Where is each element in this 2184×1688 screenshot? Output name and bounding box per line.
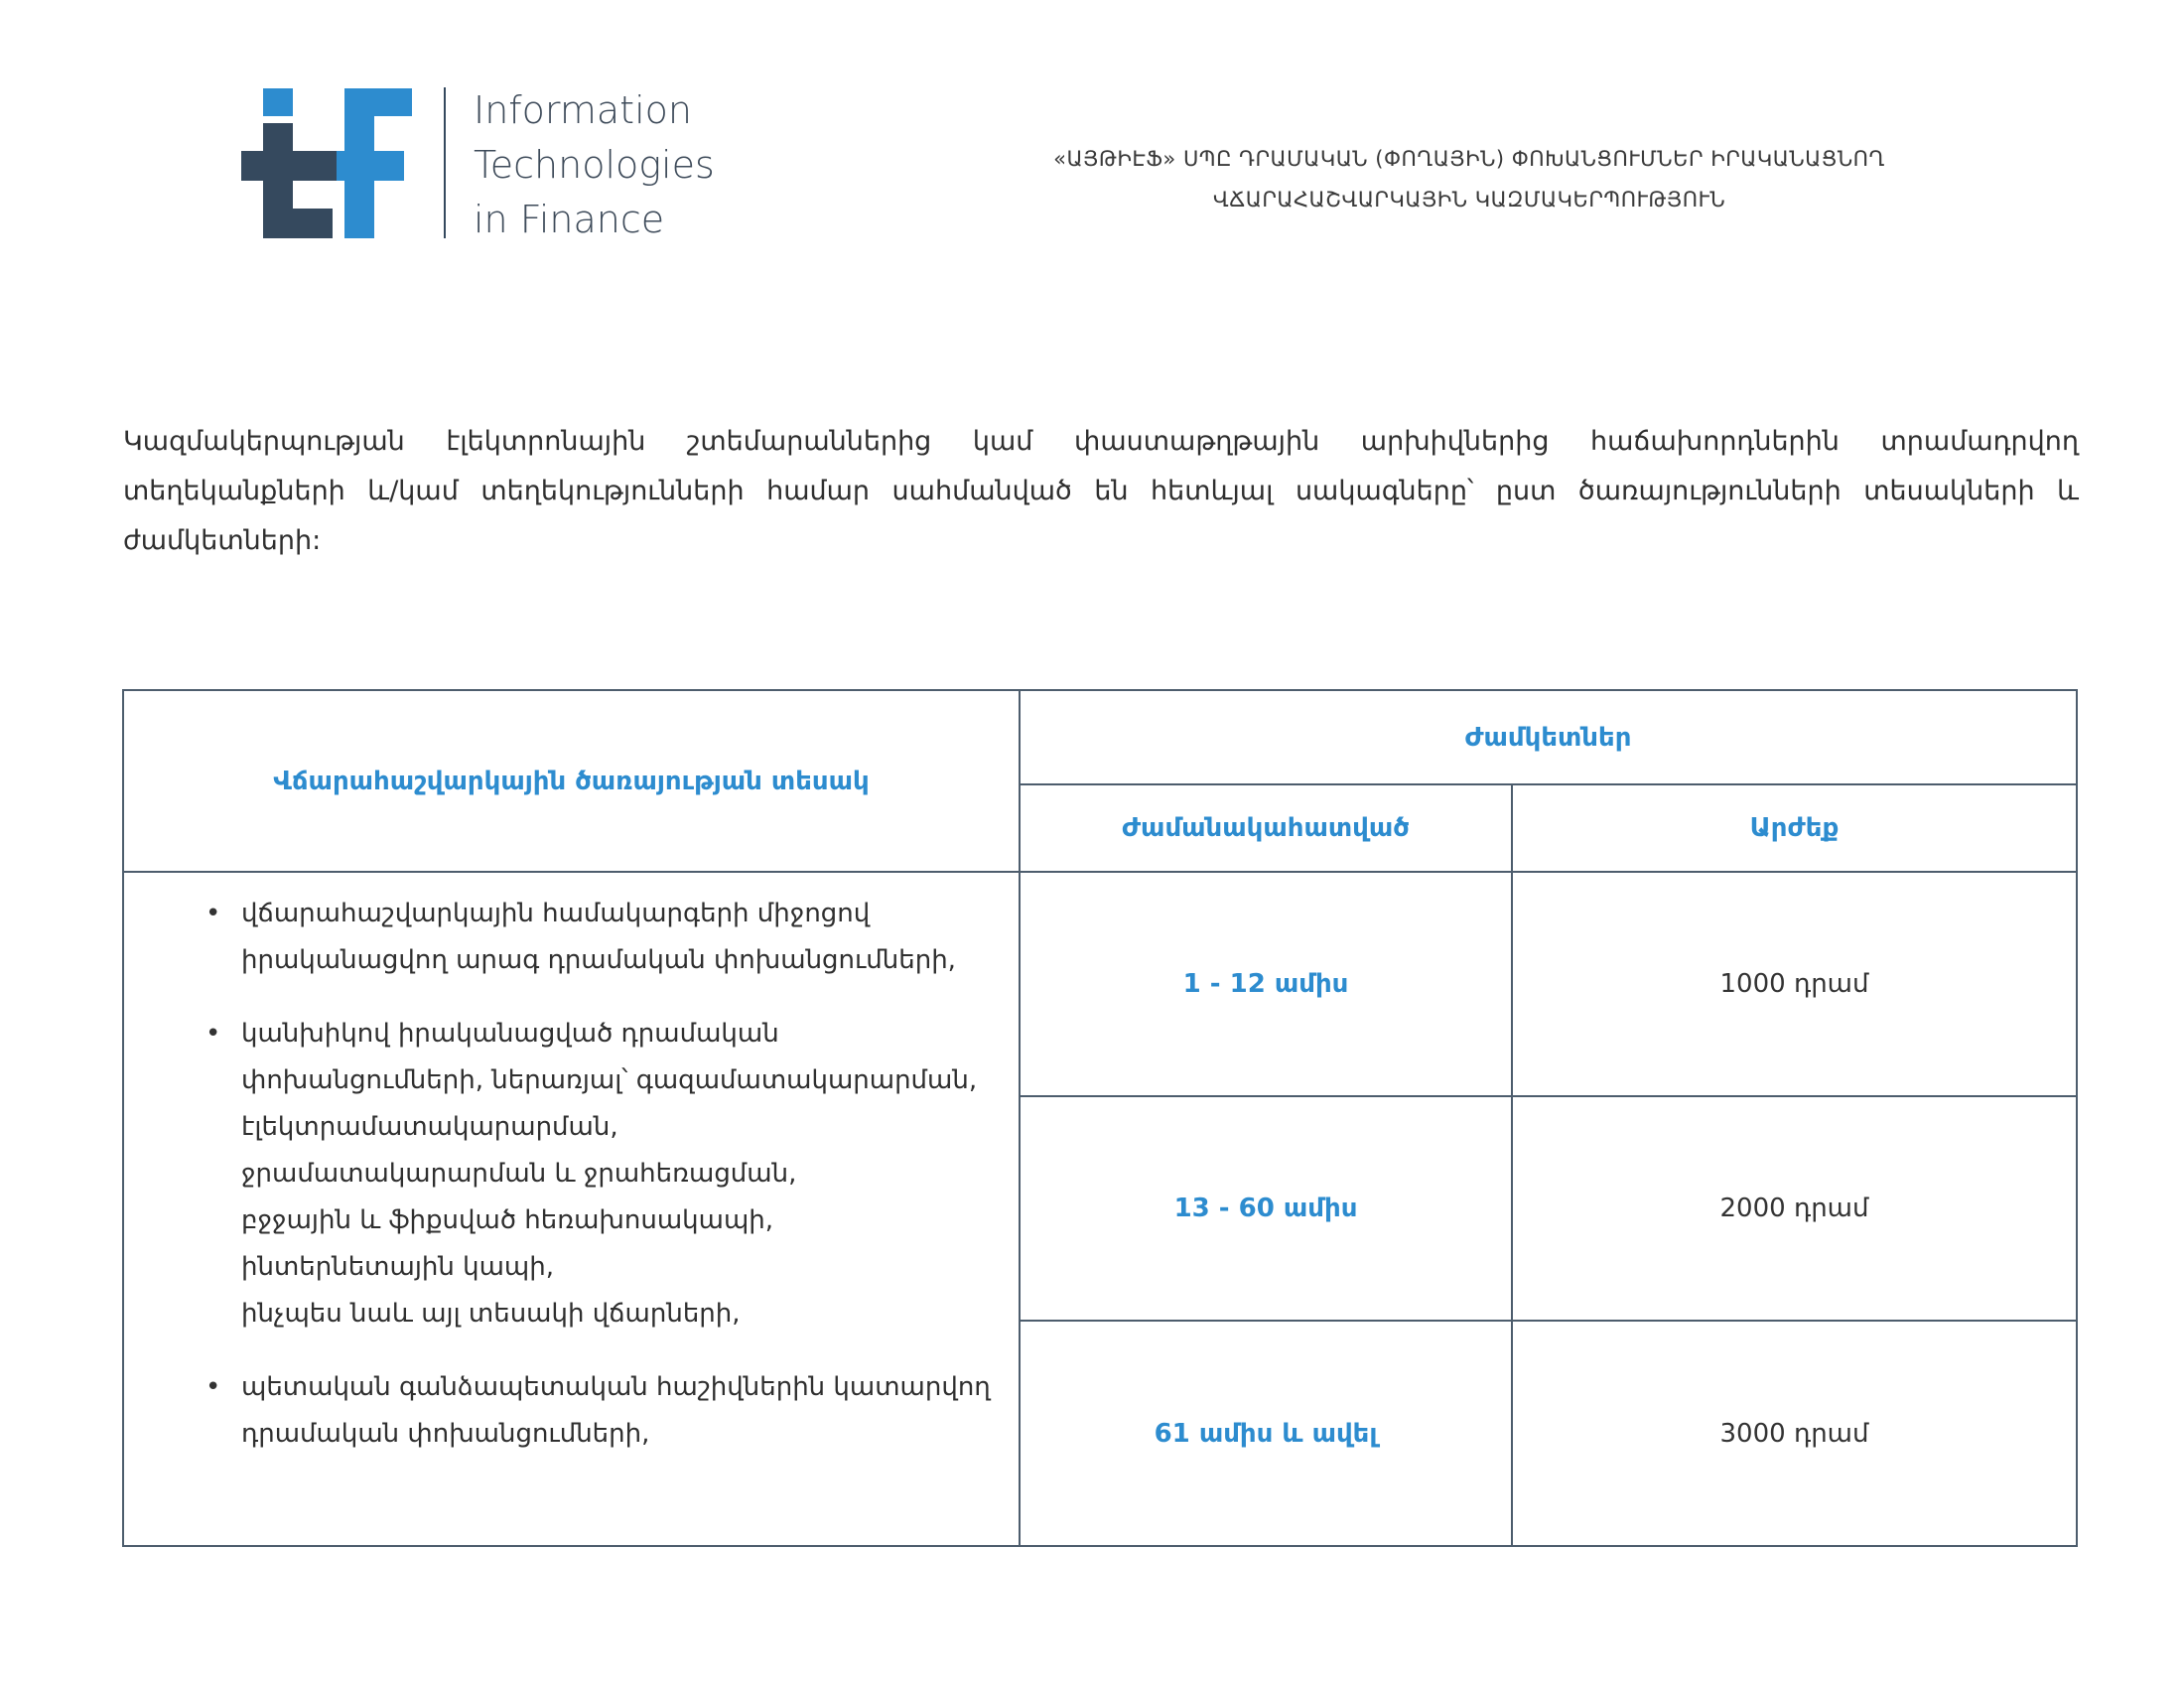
logo-t-foot (263, 209, 333, 238)
fee-table (122, 689, 2078, 1547)
services-list (144, 891, 1009, 1458)
service-line: պետական գանձապետական հաշիվներին կատարվող (241, 1372, 991, 1402)
logo-text-line: Technologies (474, 143, 715, 187)
list-item (144, 891, 1009, 984)
deadlines-header: Ժամկետներ (1020, 690, 2077, 784)
logo-t-bar (241, 151, 337, 181)
service-line: վճարահաշվարկային համակարգերի միջոցով (241, 899, 871, 928)
service-line: էլեկտրամատակարարման, (241, 1112, 618, 1142)
intro-paragraph: Կազմակերպության էլեկտրոնային շտեմարաններից կամ փաստաթղթային արխիվներից հաճախորդներին տրամադրվող տեղեկանքների և/կամ տեղեկությունների համար սահմանված են հետևյալ սակագները՝ ըստ ծառայությունների տեսակների և ժամկետների: (123, 426, 2079, 556)
list-item (144, 1364, 1009, 1458)
table-row (123, 872, 2077, 1096)
bullet: • (205, 899, 221, 928)
service-type-header: Վճարահաշվարկային ծառայության տեսակ (123, 690, 1020, 872)
logo-i-dot (263, 88, 293, 116)
logo-divider (444, 83, 448, 242)
bullet: • (205, 1372, 221, 1402)
service-line: ջրամատակարարման և ջրահեռացման, (241, 1159, 797, 1189)
services-cell (123, 872, 1020, 1546)
tf-logo-mark (241, 83, 430, 242)
service-line: ինչպես նաև այլ տեսակի վճարների, (241, 1299, 741, 1329)
logo-f-bar (337, 151, 404, 181)
organization-title-line: ՎՃԱՐԱՀԱՇՎԱՐԿԱՅԻՆ ԿԱԶՄԱԿԵՐՊՈՒԹՅՈՒՆ (1212, 188, 1726, 211)
period-cell: 13 - 60 ամիս (1020, 1096, 1512, 1321)
value-cell: 2000 դրամ (1512, 1096, 2077, 1321)
period-cell: 1 - 12 ամիս (1020, 872, 1512, 1096)
period-cell: 61 ամիս և ավել (1020, 1321, 1512, 1546)
list-item (144, 1011, 1009, 1337)
value-header: Արժեք (1512, 784, 2077, 872)
logo-text (474, 83, 715, 247)
service-line: կանխիկով իրականացված դրամական (241, 1019, 779, 1049)
organization-title (874, 139, 2065, 220)
logo-text-line: Information (474, 88, 692, 132)
service-line: դրամական փոխանցումների, (241, 1419, 650, 1449)
period-header: Ժամանակահատված (1020, 784, 1512, 872)
organization-title-line: «ԱՅԹԻԷՖ» ՍՊԸ ԴՐԱՄԱԿԱՆ (ՓՈՂԱՅԻՆ) ՓՈԽԱՆՑՈՒՄՆԵՐ ԻՐԱԿԱՆԱՑՆՈՂ (1053, 147, 1885, 171)
service-line: բջջային և ֆիքսված հեռախոսակապի, (241, 1205, 774, 1235)
value-cell: 1000 դրամ (1512, 872, 2077, 1096)
bullet: • (205, 1019, 221, 1049)
service-line: իրականացվող արագ դրամական փոխանցումների, (241, 945, 956, 975)
service-line: փոխանցումների, ներառյալ՝ գազամատակարարման, (241, 1065, 978, 1095)
logo-text-line: in Finance (474, 198, 665, 241)
company-logo (241, 83, 738, 242)
value-cell: 3000 դրամ (1512, 1321, 2077, 1546)
service-line: ինտերնետային կապի, (241, 1252, 554, 1282)
